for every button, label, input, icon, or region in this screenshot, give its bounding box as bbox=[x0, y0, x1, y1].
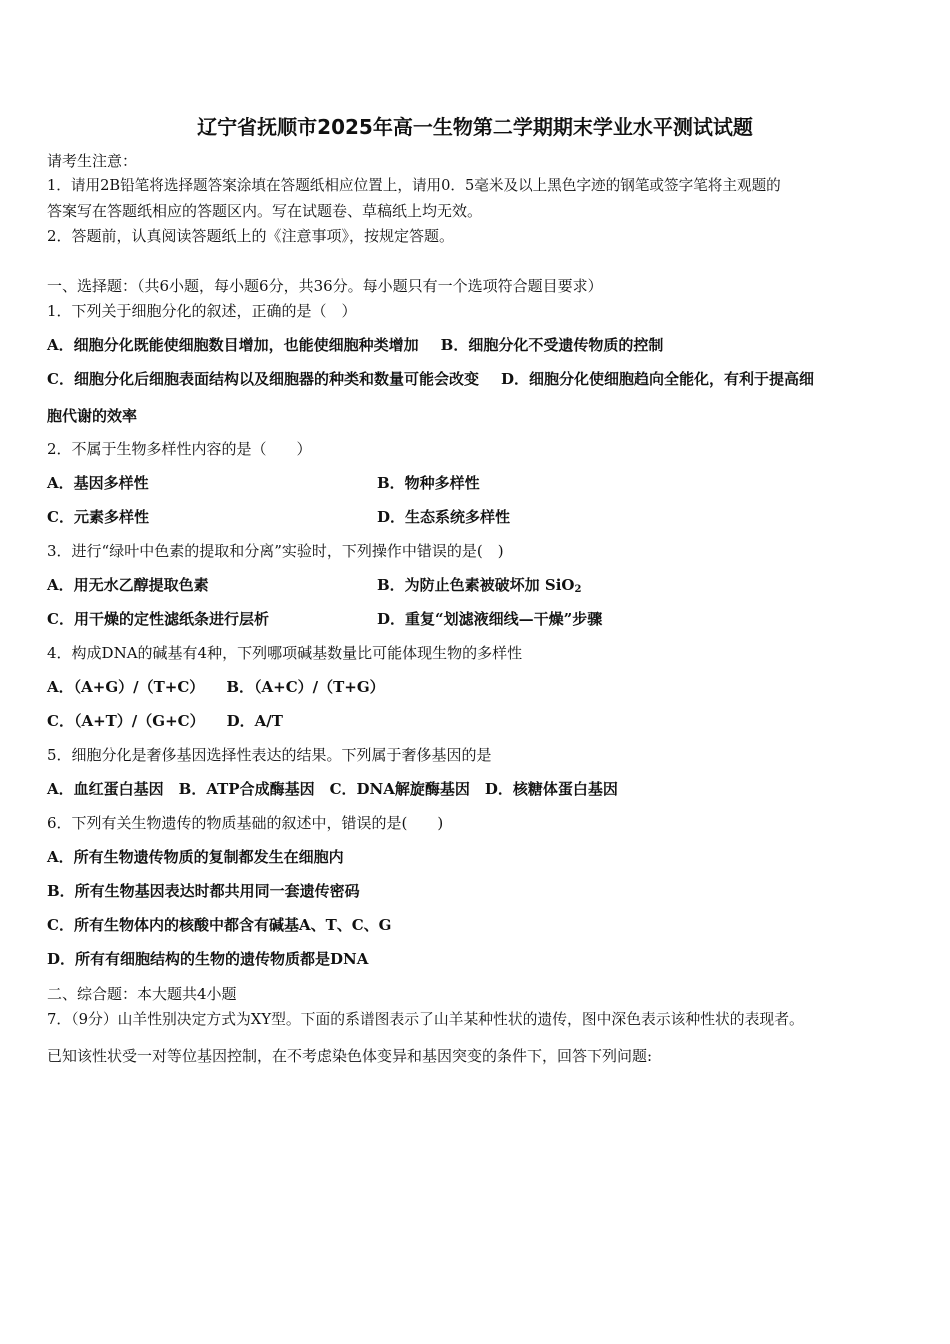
question-1-option-d: D．细胞分化使细胞趋向全能化，有利于提高细 bbox=[500, 370, 814, 388]
question-5-options: A．血红蛋白基因 B．ATP合成酶基因 C．DNA解旋酶基因 D．核糖体蛋白基因 bbox=[47, 780, 618, 798]
question-7-line-2: 已知该性状受一对等位基因控制，在不考虑染色体变异和基因突变的条件下，回答下列问题: bbox=[47, 1047, 653, 1065]
question-3-option-b-subscript: 2 bbox=[574, 584, 582, 595]
question-1-option-c: C．细胞分化后细胞表面结构以及细胞器的种类和数量可能会改变 bbox=[47, 370, 479, 388]
question-1-options-ab bbox=[47, 335, 663, 355]
question-4-stem: 4．构成DNA的碱基有4种，下列哪项碱基数量比可能体现生物的多样性 bbox=[47, 644, 523, 662]
question-6-option-d: D．所有有细胞结构的生物的遗传物质都是DNA bbox=[47, 950, 369, 968]
question-3-option-b-text: B．为防止色素被破坏加 SiO bbox=[377, 576, 575, 594]
notice-item-2: 2．答题前，认真阅读答题纸上的《注意事项》，按规定答题。 bbox=[47, 227, 455, 245]
question-1-stem: 1．下列关于细胞分化的叙述，正确的是（ ） bbox=[47, 302, 357, 320]
question-6-stem: 6．下列有关生物遗传的物质基础的叙述中，错误的是( ) bbox=[47, 814, 444, 832]
section-1-heading: 一、选择题：（共6小题，每小题6分，共36分。每小题只有一个选项符合题目要求） bbox=[47, 277, 603, 295]
question-1-option-b: B．细胞分化不受遗传物质的控制 bbox=[440, 336, 664, 354]
question-1-option-a: A．细胞分化既能使细胞数目增加，也能使细胞种类增加 bbox=[47, 336, 419, 354]
question-6-option-b: B．所有生物基因表达时都共用同一套遗传密码 bbox=[47, 882, 360, 900]
question-3-stem: 3．进行“绿叶中色素的提取和分离”实验时，下列操作中错误的是( ) bbox=[47, 542, 504, 560]
question-6-option-c: C．所有生物体内的核酸中都含有碱基A、T、C、G bbox=[47, 916, 392, 934]
question-1-options-cd bbox=[47, 369, 814, 389]
question-2-option-c: C．元素多样性 bbox=[47, 508, 149, 526]
question-1-option-d-cont: 胞代谢的效率 bbox=[47, 407, 138, 425]
question-3-option-c: C．用干燥的定性滤纸条进行层析 bbox=[47, 610, 269, 628]
question-2-stem: 2．不属于生物多样性内容的是（ ） bbox=[47, 440, 312, 458]
question-3-option-b bbox=[377, 575, 581, 600]
question-2-option-d: D．生态系统多样性 bbox=[377, 508, 511, 526]
question-4-option-a: A．（A+G）/（T+C） bbox=[47, 678, 205, 696]
notice-heading: 请考生注意： bbox=[47, 152, 138, 170]
question-4-option-c: C．（A+T）/（G+C） bbox=[47, 712, 205, 730]
question-7-line-1: 7．（9分）山羊性别决定方式为XY型。下面的系谱图表示了山羊某种性状的遗传，图中深色表示该种性状的表现者。 bbox=[47, 1011, 804, 1028]
question-2-option-a: A．基因多样性 bbox=[47, 474, 149, 492]
section-2-heading: 二、综合题：本大题共4小题 bbox=[47, 985, 237, 1003]
question-3-option-a: A．用无水乙醇提取色素 bbox=[47, 576, 209, 594]
question-4-options-ab bbox=[47, 677, 385, 697]
notice-item-1-line-2: 答案写在答题纸相应的答题区内。写在试题卷、草稿纸上均无效。 bbox=[47, 202, 483, 220]
question-3-option-d: D．重复“划滤液细线—干燥”步骤 bbox=[377, 610, 603, 628]
question-4-option-b: B．（A+C）/（T+G） bbox=[226, 678, 385, 696]
page-title: 辽宁省抚顺市2025年高一生物第二学期期末学业水平测试试题 bbox=[197, 115, 753, 139]
question-5-stem: 5．细胞分化是奢侈基因选择性表达的结果。下列属于奢侈基因的是 bbox=[47, 746, 492, 764]
question-4-option-d: D．A/T bbox=[226, 712, 283, 730]
question-6-option-a: A．所有生物遗传物质的复制都发生在细胞内 bbox=[47, 848, 344, 866]
notice-item-1-line-1: 1．请用2B铅笔将选择题答案涂填在答题纸相应位置上，请用0．5毫米及以上黑色字迹的钢笔或签字笔将主观题的 bbox=[47, 177, 781, 194]
question-2-option-b: B．物种多样性 bbox=[377, 474, 480, 492]
question-4-options-cd bbox=[47, 711, 283, 731]
